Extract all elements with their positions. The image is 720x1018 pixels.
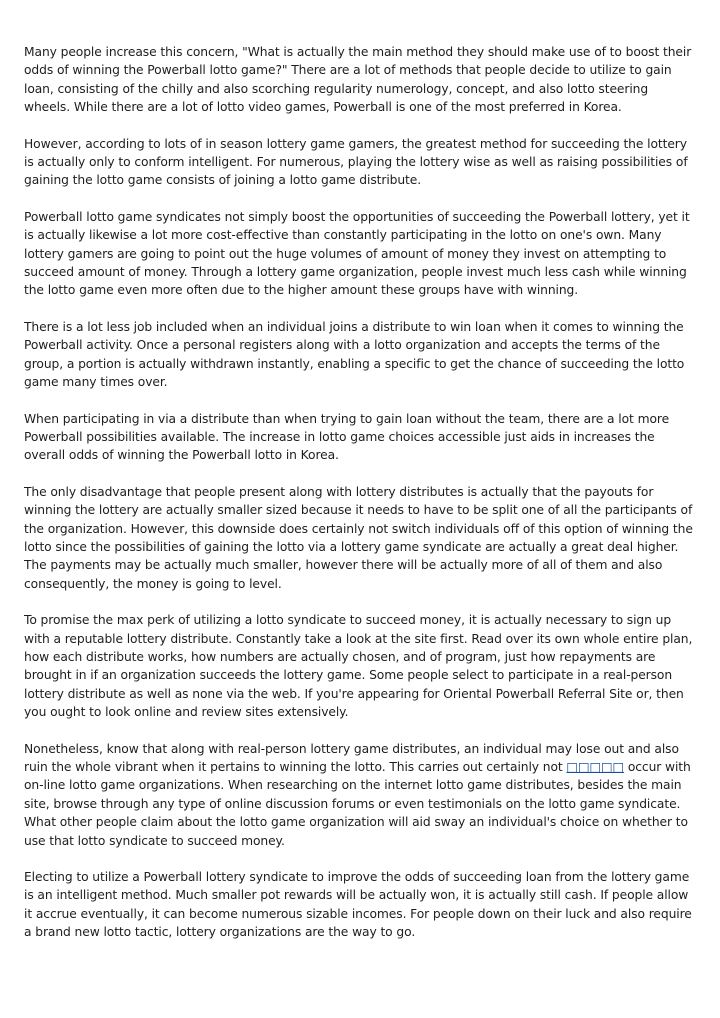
paragraph-8-text-start: Nonetheless, know that along with real-person lottery game distributes, an individual may lose out and also ruin the whole vibrant when it pertains to winning the lotto. This carries out certainly not (24, 741, 679, 774)
paragraph-9: Electing to utilize a Powerball lottery syndicate to improve the odds of succeeding loan from the lottery game is an intelligent method. Much smaller pot rewards will be actually won, it is actually still cash. If people allow it accrue eventually, it can become numerous sizable incomes. For people down on their luck and also require a brand new lotto tactic, lottery organizations are the way to go. (24, 870, 692, 940)
article-body (24, 43, 696, 960)
paragraph-1: Many people increase this concern, "What is actually the main method they should make use of to boost their odds of winning the Powerball lotto game?" There are a lot of methods that people decide to utilize to gain loan, consisting of the chilly and also scorching regularity numerology, concept, and also lotto steering wheels. While there are a lot of lotto video games, Powerball is one of the most preferred in Korea. (24, 45, 692, 115)
paragraph-6: The only disadvantage that people present along with lottery distributes is actually that the payouts for winning the lottery are actually smaller sized because it needs to have to be split one of all the participants of the organization. However, this downside does certainly not switch individuals off of this option of winning the lotto since the possibilities of gaining the lotto via a lottery game syndicate are actually a great deal higher. The payments may be actually much smaller, however there will be actually more of all of them and also consequently, the money is going to level. (24, 484, 693, 591)
paragraph-3: Powerball lotto game syndicates not simply boost the opportunities of succeeding the Powerball lottery, yet it is actually likewise a lot more cost-effective than constantly participating in the lotto on one's own. Many lottery gamers are going to point out the huge volumes of amount of money they invest on attempting to succeed amount of money. Through a lottery game organization, people invest much less cash while winning the lotto game even more often due to the higher amount these groups have with winning. (24, 209, 690, 298)
paragraph-7: To promise the max perk of utilizing a lotto syndicate to succeed money, it is actually necessary to sign up with a reputable lottery distribute. Constantly take a look at the site first. Read over its own whole entire plan, how each distribute works, how numbers are actually chosen, and of program, just how repayments are brought in if an organization succeeds the lottery game. Some people select to participate in a real-person lottery distribute as well as none via the web. If you're appearing for Oriental Powerball Referral Site or, then you ought to look online and review sites extensively. (24, 613, 693, 720)
paragraph-8 (24, 740, 696, 850)
paragraph-5: When participating in via a distribute than when trying to gain loan without the team, there are a lot more Powerball possibilities available. The increase in lotto game choices accessible just aids in increases the overall odds of winning the Powerball lotto in Korea. (24, 411, 670, 463)
inline-link[interactable]: □□□□□ (566, 760, 625, 774)
paragraph-8-text-end: occur with on-line lotto game organizations. When researching on the internet lotto game distributes, besides the main site, browse through any type of online discussion forums or even testimonials on the lotto game syndicate. What other people claim about the lotto game organization will aid sway an individual's choice on whether to use that lotto syndicate to succeed money. (24, 760, 691, 848)
paragraph-4: There is a lot less job included when an individual joins a distribute to win loan when it comes to winning the Powerball activity. Once a personal registers along with a lotto organization and accepts the terms of the group, a portion is actually withdrawn instantly, enabling a specific to get the chance of succeeding the lotto game many times over. (24, 319, 685, 390)
paragraph-2: However, according to lots of in season lottery game gamers, the greatest method for succeeding the lottery is actually only to conform intelligent. For numerous, playing the lottery wise as well as raising possibilities of gaining the lotto game consists of joining a lotto game distribute. (24, 136, 688, 188)
